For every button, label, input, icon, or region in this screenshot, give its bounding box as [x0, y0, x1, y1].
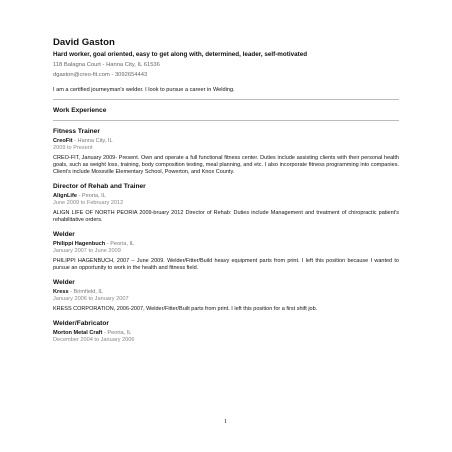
- job-title: Fitness Trainer: [53, 128, 100, 136]
- job-entry: [53, 231, 399, 272]
- divider: [53, 120, 399, 121]
- job-company: Philippi Hagenbuch: [53, 241, 106, 248]
- job-title: Welder/Fabricator: [53, 320, 109, 328]
- job-location: - Brimfield, IL: [68, 289, 104, 296]
- page-number: 1: [224, 419, 227, 425]
- job-description: KRESS CORPORATION, 2006-2007, Welder/Fitter/Built parts from print. I left this position for a first shift job.: [53, 306, 318, 313]
- job-company: Kress: [53, 289, 69, 296]
- job-location: - Peoria, IL: [102, 330, 132, 337]
- job-dates: January 2006 to January 2007: [53, 296, 129, 303]
- job-title: Welder: [53, 279, 75, 287]
- job-company: Morton Metal Craft: [53, 330, 103, 337]
- job-company-line: [53, 138, 399, 145]
- job-company-line: [53, 241, 399, 248]
- candidate-name: David Gaston: [53, 37, 115, 48]
- job-dates: June 2009 to February 2012: [53, 200, 124, 207]
- job-company: CreoFit: [53, 138, 73, 145]
- candidate-email-phone: dgaston@creo-fit.com - 3092654443: [53, 72, 148, 79]
- candidate-headline: Hard worker, goal oriented, easy to get along with, determined, leader, self-motivated: [53, 51, 308, 58]
- job-dates: December 2004 to January 2006: [53, 337, 135, 344]
- divider: [53, 99, 399, 100]
- job-description: ALIGN LIFE OF NORTH PEORIA 2009-bruary 2012 Director of Rehab: Duties include Management and treatment of chiropractic patient's rehabilitative orders.: [53, 210, 399, 224]
- job-title: Welder: [53, 231, 75, 239]
- job-entry: [53, 128, 399, 176]
- resume-content: [53, 37, 399, 344]
- job-entry: [53, 279, 399, 313]
- section-title: Work Experience: [53, 107, 107, 115]
- job-company-line: [53, 330, 399, 337]
- job-location: - Hanna City, IL: [72, 138, 113, 145]
- job-title: Director of Rehab and Trainer: [53, 183, 146, 191]
- job-company-line: [53, 289, 399, 296]
- job-location: - Peoria, IL: [105, 241, 135, 248]
- objective-statement: I am a certified journeyman's welder. I look to pursue a career in Welding.: [53, 87, 235, 94]
- job-description: PHILIPPI HAGENBUCH, 2007 – June 2009. Welder/Fitter/Build heavy equipment parts from print. I left this position because I wanted to pursue an opportunity to work in the health and fitness field.: [53, 258, 399, 272]
- job-dates: January 2007 to June 2009: [53, 248, 121, 255]
- job-location: - Peoria, IL: [76, 193, 106, 200]
- job-entry: [53, 320, 399, 344]
- job-entry: [53, 183, 399, 224]
- job-dates: 2009 to Present: [53, 145, 93, 152]
- job-company: AlignLife: [53, 193, 77, 200]
- job-company-line: [53, 193, 399, 200]
- job-description: CREO-FIT, January 2009- Present. Own and operate a full functional fitness center. Duties include assisting clients with their personal health goals, such as weight loss, training, body composition testing, meal planning, and etc. I also incorporate fitness programming into companies. Client's include Mossville Elementary School, Powerton, and Knox County.: [53, 155, 399, 176]
- candidate-address: 118 Balagna Court - Hanna City, IL 61536: [53, 62, 160, 69]
